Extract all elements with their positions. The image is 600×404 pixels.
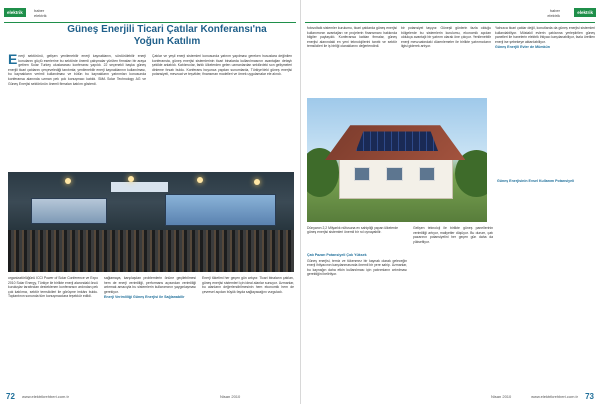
lead-text: nerji sektörünü, gelişen yenilenebilir enerji kaynaklarını, sürdürülebilir enerji konularını güçlü eserlerine bu sektörde önemli çalışmalar yürüten firmaları bir araya getiren Solar Turkey uluslararası konferansı yapıldı. 22 seçenekli başka güneş enerjili ticari çatılarını çerçevelediği tanıtımla; yenilenebilir enerji kaynaklarının kullanılması, bu kaynakların verimli kullanılması ve bütün bu kaynakların yatırımları konusunda konferansa alanında uzman pek çok konuşmacı katıldı. SMA Solar Technology AG ve Güneş Enerjisi sektörünün önemli firmaları katılım gösterdi.	[8, 54, 146, 86]
header-rule	[4, 22, 296, 23]
bottom-column-3-text: Enerji tüketimi her geçen gün artıyor. Ticari binaların çatıları, güneş enerjisi sistemleri için ideal alanlar sunuyor. Uzmanlar, bu alanların değerlendirilmesinin hem ekonomik hem de çevresel açıdan büyük fayda sağlayacağını vurguladı.	[202, 276, 294, 294]
footer-issue: Nisan 2010	[491, 394, 512, 399]
text-column-4	[307, 252, 407, 390]
bottom-column-1	[8, 276, 98, 390]
article-title	[42, 24, 292, 48]
text-column-2	[152, 54, 292, 168]
subheading: Çatı Pazarı Potansiyeli Çok Yüksek	[307, 253, 367, 257]
column-3-text: Yalnızca ticari çatılar değil, konutlarda da güneş enerjisi sistemleri kullanılabiliyor. Müstakil evlerin çatılarına yerleştirilen güneş panelleri ile hanelerin elektrik ihtiyacı karşılanabiliyor, fazla üretilen enerji ise şebekeye aktarılabiliyor.	[495, 26, 595, 44]
column-2-text: bir potansiyel taşıyor. Güneşli günlerin fazla olduğu bölgelerde bu sistemlerin kurulumu, ekonomik açıdan oldukça avantajlı bir yatırım olarak öne çıkıyor. Yenilenebilir enerji mevzuatındaki düzenlemeler ile birlikte yatırımcıların ilgisi giderek artıyor.	[401, 26, 491, 49]
conference-photo	[8, 172, 294, 272]
photo-caption: Dünyanın 2,2 Milyarlık nüfusuna ev sahipliği yapan ülkelerde güneş enerjisi sistemleri önemli bir rol oynayabilir.	[307, 226, 399, 235]
column-5-text: Gelişen teknoloji ile birlikte güneş panellerinin verimliliği artıyor, maliyetler düşüyor. Bu durum, çatı pazarının potansiyelini her geçen gün daha da yükseltiyor.	[413, 226, 493, 244]
bottom-column-2	[104, 276, 196, 390]
section-sub: elektrik	[547, 13, 560, 18]
section-name: haber	[549, 8, 560, 13]
page-number: 73	[585, 392, 594, 401]
lead-column	[8, 54, 146, 168]
right-page	[300, 0, 600, 404]
footer-url: www.elektrikrehberi.com.tr	[22, 394, 69, 399]
bottom-column-1-text: organizatörlüğünü ICCI Power of Solar Conference ve Expo 2010 Solar Energy, Türkiye ile birlikte enerji alanındaki öncü kuruluşlar tarafından desteklenen konferansın ardından pek çok katılımcı, sektör temsilcileri ile görüşme imkânı buldu. Toplantının sonunda tüm konuşmacılara teşekkür edildi.	[8, 276, 98, 299]
column-2-text: Çatılar ve yeşil enerji sistemleri konusunda yatırım yapılması gereken hususlara değinilen konferansta, güneş enerjisi sistemlerinin ticari binalarda kullanılmasının avantajları detaylı şekilde anlatıldı. Katılımcılar, farklı ülkelerden gelen uzmanlardan sektördeki son gelişmeleri dinleme fırsatı buldu. Konferans boyunca yapılan sunumlarda, Türkiye'deki güneş enerjisi potansiyeli, mevzuat ve teşvikler, finansman modelleri ve örnek uygulamalar ele alındı.	[152, 54, 292, 77]
section-tag: elektrik	[574, 8, 596, 17]
drop-cap: E	[8, 54, 18, 67]
section-sub: elektrik	[34, 13, 47, 18]
subheading: Güneş Enerjisinin Evsel Kullanım Potansiyeli	[497, 179, 575, 183]
bottom-column-2-text: sağlamaya, karşılaşılan problemlerin önüne geçilebilmesi hem de enerji verimliliği, performans açısından verimliliği artırmak amacıyla bu sistemlerin kullanımının yaygınlaşması gerekiyor.	[104, 276, 196, 294]
footer-issue: Nisan 2010	[220, 394, 241, 399]
text-column-3	[495, 26, 595, 174]
column-1-text: fotovoltaik sistemler kurulumu, ticari çatılarda güneş enerjisi kullanımının avantajları ve projelerin finansmanı hakkında bilgiler paylaşıldı. Konferansa katılan firmalar, güneş enerjisi alanındaki en yeni teknolojilerini tanıttı ve sektör temsilcileri ile iş birliği olanaklarını değerlendirdi.	[307, 26, 397, 49]
subheading: Güneş Enerjili Evler de Mümkün	[495, 45, 550, 50]
subheading: Enerji Verimliliği Güneş Enerjisi ile Sağlanabilir	[104, 295, 185, 300]
section-label	[547, 8, 560, 22]
text-column-5	[413, 226, 493, 390]
page-number: 72	[6, 392, 15, 401]
solar-house-photo	[307, 98, 487, 222]
section-name: haber	[34, 8, 45, 13]
column-4-text: Güneş enerjisi, temiz ve tükenmez bir kaynak olarak geleceğin enerji ihtiyacının karşılanmasında önemli bir yere sahip. Uzmanlar, bu kaynağın daha etkin kullanılması için yatırımların artırılması gerektiğini belirtiyor.	[307, 258, 407, 277]
bottom-column-3	[202, 276, 294, 390]
title-line-1: Güneş Enerjili Ticari Çatılar Konferansı'na	[67, 24, 267, 35]
footer-url: www.elektrikrehberi.com.tr	[531, 394, 578, 399]
section-tag: elektrik	[4, 8, 26, 17]
title-line-2: Yoğun Katılım	[133, 36, 201, 47]
header-rule	[305, 22, 595, 23]
text-column-6	[497, 178, 595, 390]
section-label	[34, 8, 47, 22]
